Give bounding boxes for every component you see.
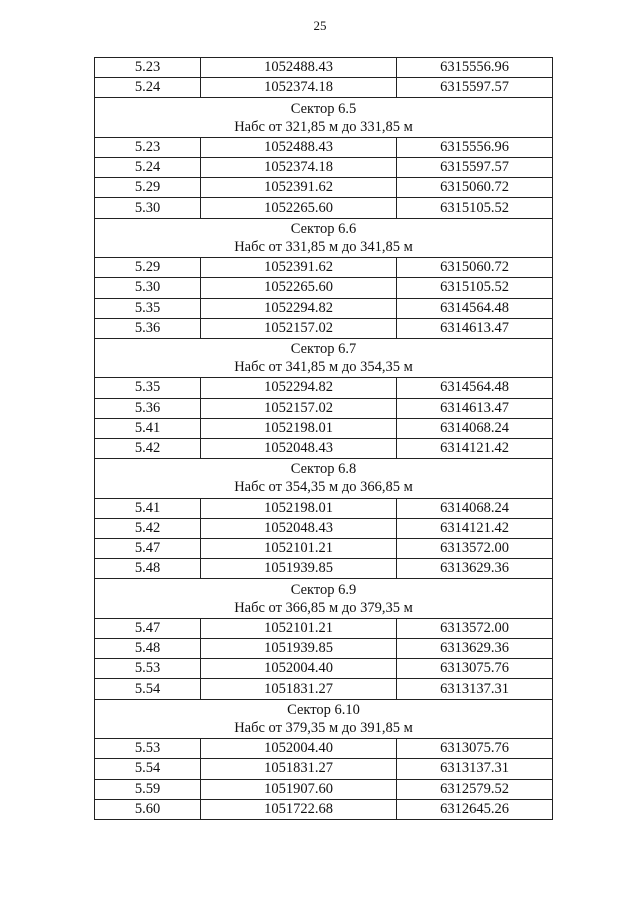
point-number-cell: 5.36 — [95, 318, 201, 338]
table-row — [95, 318, 553, 338]
table-row — [95, 418, 553, 438]
y-coordinate-cell: 6313629.36 — [397, 559, 553, 579]
x-coordinate-cell: 1052198.01 — [201, 418, 397, 438]
sector-elevation-range: Набс от 379,35 м до 391,85 м — [234, 719, 413, 736]
x-coordinate-cell: 1051907.60 — [201, 779, 397, 799]
y-coordinate-cell: 6314068.24 — [397, 418, 553, 438]
point-number-cell: 5.23 — [95, 137, 201, 157]
y-coordinate-cell: 6312579.52 — [397, 779, 553, 799]
y-coordinate-cell: 6313137.31 — [397, 759, 553, 779]
sector-elevation-range: Набс от 354,35 м до 366,85 м — [234, 479, 413, 496]
point-number-cell: 5.29 — [95, 258, 201, 278]
x-coordinate-cell: 1052048.43 — [201, 438, 397, 458]
point-number-cell: 5.35 — [95, 298, 201, 318]
y-coordinate-cell: 6313075.76 — [397, 659, 553, 679]
point-number-cell: 5.42 — [95, 438, 201, 458]
x-coordinate-cell: 1052374.18 — [201, 78, 397, 98]
coordinates-table — [94, 57, 553, 820]
x-coordinate-cell: 1052265.60 — [201, 278, 397, 298]
sector-title: Сектор 6.6 — [290, 220, 357, 237]
table-row — [95, 518, 553, 538]
y-coordinate-cell: 6314121.42 — [397, 438, 553, 458]
x-coordinate-cell: 1052294.82 — [201, 378, 397, 398]
table-row — [95, 618, 553, 638]
y-coordinate-cell: 6313629.36 — [397, 639, 553, 659]
sector-elevation-range: Набс от 331,85 м до 341,85 м — [234, 238, 413, 255]
y-coordinate-cell: 6314564.48 — [397, 378, 553, 398]
sector-header — [95, 579, 553, 619]
x-coordinate-cell: 1052374.18 — [201, 158, 397, 178]
y-coordinate-cell: 6315105.52 — [397, 278, 553, 298]
table-row — [95, 258, 553, 278]
point-number-cell: 5.53 — [95, 739, 201, 759]
table-row — [95, 158, 553, 178]
sector-title: Сектор 6.8 — [290, 461, 357, 478]
page-number: 25 — [313, 18, 327, 33]
sector-header — [95, 98, 553, 138]
table-row — [95, 498, 553, 518]
y-coordinate-cell: 6315556.96 — [397, 137, 553, 157]
x-coordinate-cell: 1052048.43 — [201, 518, 397, 538]
point-number-cell: 5.41 — [95, 498, 201, 518]
x-coordinate-cell: 1051939.85 — [201, 559, 397, 579]
x-coordinate-cell: 1051831.27 — [201, 759, 397, 779]
y-coordinate-cell: 6315597.57 — [397, 158, 553, 178]
sector-header — [95, 699, 553, 739]
x-coordinate-cell: 1052004.40 — [201, 739, 397, 759]
point-number-cell: 5.48 — [95, 639, 201, 659]
sector-header-row — [95, 459, 553, 499]
y-coordinate-cell: 6313572.00 — [397, 618, 553, 638]
point-number-cell: 5.36 — [95, 398, 201, 418]
table-row — [95, 759, 553, 779]
point-number-cell: 5.29 — [95, 178, 201, 198]
y-coordinate-cell: 6313572.00 — [397, 539, 553, 559]
sector-header-row — [95, 98, 553, 138]
sector-title: Сектор 6.9 — [290, 581, 357, 598]
y-coordinate-cell: 6313137.31 — [397, 679, 553, 699]
x-coordinate-cell: 1052101.21 — [201, 618, 397, 638]
point-number-cell: 5.24 — [95, 78, 201, 98]
sector-elevation-range: Набс от 366,85 м до 379,35 м — [234, 599, 413, 616]
point-number-cell: 5.54 — [95, 759, 201, 779]
sector-title: Сектор 6.5 — [290, 100, 357, 117]
sector-header-row — [95, 218, 553, 258]
x-coordinate-cell: 1052004.40 — [201, 659, 397, 679]
table-row — [95, 278, 553, 298]
x-coordinate-cell: 1052198.01 — [201, 498, 397, 518]
x-coordinate-cell: 1052488.43 — [201, 58, 397, 78]
table-row — [95, 298, 553, 318]
sector-header-row — [95, 338, 553, 378]
table-row — [95, 739, 553, 759]
point-number-cell: 5.60 — [95, 799, 201, 819]
y-coordinate-cell: 6315105.52 — [397, 198, 553, 218]
point-number-cell: 5.59 — [95, 779, 201, 799]
x-coordinate-cell: 1052101.21 — [201, 539, 397, 559]
point-number-cell: 5.30 — [95, 278, 201, 298]
table-row — [95, 198, 553, 218]
point-number-cell: 5.53 — [95, 659, 201, 679]
sector-header — [95, 338, 553, 378]
y-coordinate-cell: 6314068.24 — [397, 498, 553, 518]
point-number-cell: 5.47 — [95, 618, 201, 638]
y-coordinate-cell: 6314613.47 — [397, 318, 553, 338]
point-number-cell: 5.23 — [95, 58, 201, 78]
table-row — [95, 779, 553, 799]
point-number-cell: 5.30 — [95, 198, 201, 218]
x-coordinate-cell: 1052391.62 — [201, 178, 397, 198]
table-row — [95, 438, 553, 458]
y-coordinate-cell: 6315556.96 — [397, 58, 553, 78]
x-coordinate-cell: 1052265.60 — [201, 198, 397, 218]
sector-header-row — [95, 699, 553, 739]
x-coordinate-cell: 1052157.02 — [201, 318, 397, 338]
table-row — [95, 659, 553, 679]
y-coordinate-cell: 6315060.72 — [397, 258, 553, 278]
table-row — [95, 679, 553, 699]
point-number-cell: 5.54 — [95, 679, 201, 699]
x-coordinate-cell: 1052391.62 — [201, 258, 397, 278]
sector-header — [95, 459, 553, 499]
x-coordinate-cell: 1052488.43 — [201, 137, 397, 157]
x-coordinate-cell: 1051831.27 — [201, 679, 397, 699]
point-number-cell: 5.41 — [95, 418, 201, 438]
table-row — [95, 58, 553, 78]
y-coordinate-cell: 6315597.57 — [397, 78, 553, 98]
table-row — [95, 559, 553, 579]
point-number-cell: 5.47 — [95, 539, 201, 559]
sector-elevation-range: Набс от 341,85 м до 354,35 м — [234, 359, 413, 376]
point-number-cell: 5.48 — [95, 559, 201, 579]
sector-title: Сектор 6.10 — [287, 701, 360, 718]
y-coordinate-cell: 6313075.76 — [397, 739, 553, 759]
x-coordinate-cell: 1051722.68 — [201, 799, 397, 819]
x-coordinate-cell: 1051939.85 — [201, 639, 397, 659]
table-row — [95, 378, 553, 398]
sector-title: Сектор 6.7 — [290, 341, 357, 358]
table-row — [95, 137, 553, 157]
table-row — [95, 639, 553, 659]
table-row — [95, 178, 553, 198]
x-coordinate-cell: 1052294.82 — [201, 298, 397, 318]
table-row — [95, 78, 553, 98]
x-coordinate-cell: 1052157.02 — [201, 398, 397, 418]
sector-elevation-range: Набс от 321,85 м до 331,85 м — [234, 118, 413, 135]
y-coordinate-cell: 6315060.72 — [397, 178, 553, 198]
y-coordinate-cell: 6314564.48 — [397, 298, 553, 318]
table-row — [95, 799, 553, 819]
table-row — [95, 398, 553, 418]
sector-header-row — [95, 579, 553, 619]
y-coordinate-cell: 6314121.42 — [397, 518, 553, 538]
point-number-cell: 5.35 — [95, 378, 201, 398]
sector-header — [95, 218, 553, 258]
y-coordinate-cell: 6314613.47 — [397, 398, 553, 418]
y-coordinate-cell: 6312645.26 — [397, 799, 553, 819]
table-row — [95, 539, 553, 559]
point-number-cell: 5.42 — [95, 518, 201, 538]
point-number-cell: 5.24 — [95, 158, 201, 178]
